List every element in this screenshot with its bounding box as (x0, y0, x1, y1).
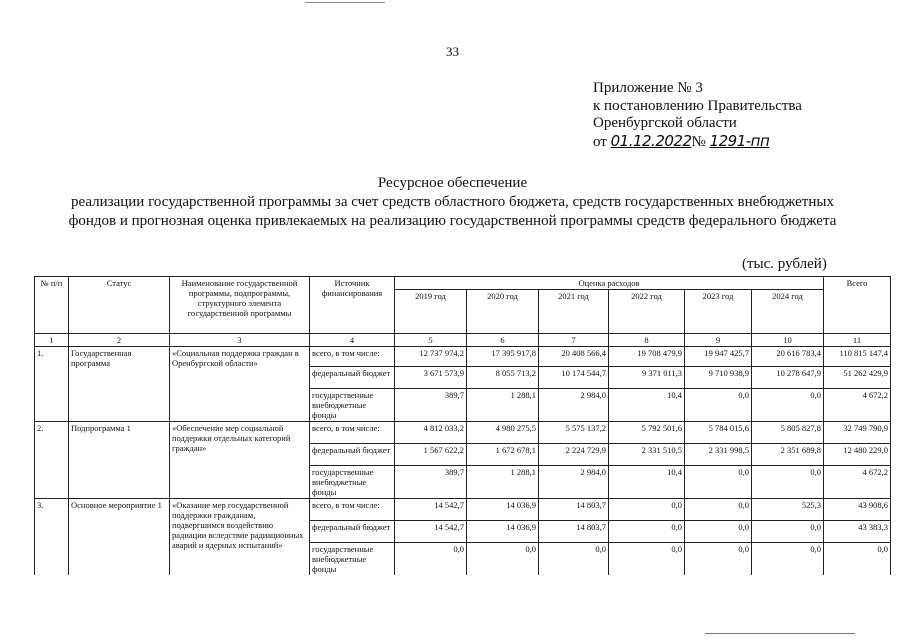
cell-value: 10 278 647,9 (752, 367, 824, 389)
row-source: всего, в том числе: (310, 347, 395, 367)
column-number: 1 (35, 334, 69, 347)
cell-value: 14 542,7 (395, 499, 467, 521)
row-name: «Социальная поддержка граждан в Оренбургской области» (170, 347, 310, 422)
header-year: 2019 год (395, 290, 467, 334)
row-source: федеральный бюджет (310, 367, 395, 389)
cell-value: 0,0 (752, 543, 824, 576)
cell-value: 43 383,3 (824, 521, 891, 543)
handwritten-number: 1291-пп (709, 131, 770, 150)
cell-value: 0,0 (685, 499, 752, 521)
header-year: 2022 год (609, 290, 685, 334)
cell-value: 2 351 689,8 (752, 444, 824, 466)
cell-value: 0,0 (824, 543, 891, 576)
cell-value: 20 616 783,4 (752, 347, 824, 367)
cell-value: 0,0 (539, 543, 609, 576)
column-number: 10 (752, 334, 824, 347)
cell-value: 9 371 011,3 (609, 367, 685, 389)
row-status: Государственная программа (69, 347, 170, 422)
cell-value: 14 036,9 (467, 521, 539, 543)
cell-value: 8 055 713,2 (467, 367, 539, 389)
header-year: 2021 год (539, 290, 609, 334)
cell-value: 0,0 (685, 389, 752, 422)
cell-value: 0,0 (752, 389, 824, 422)
header-year: 2020 год (467, 290, 539, 334)
cell-value: 2 331 510,5 (609, 444, 685, 466)
cell-value: 17 395 917,8 (467, 347, 539, 367)
table-row (35, 422, 891, 444)
number-prefix: № (691, 133, 706, 150)
resource-table (34, 276, 891, 575)
column-number: 7 (539, 334, 609, 347)
row-source: государственные внебюджетные фонды (310, 543, 395, 576)
cell-value: 5 792 501,6 (609, 422, 685, 444)
table-group (35, 499, 891, 576)
cell-value: 0,0 (609, 499, 685, 521)
cell-value: 14 803,7 (539, 499, 609, 521)
cell-value: 0,0 (685, 466, 752, 499)
cell-value: 0,0 (685, 543, 752, 576)
cell-value: 32 749 790,9 (824, 422, 891, 444)
cell-value: 1 288,1 (467, 466, 539, 499)
row-name: «Оказание мер государственной поддержки гражданам, подвергшимся воздействию радиации вследствие радиационных аварий и ядерных испытаний» (170, 499, 310, 576)
cell-value: 51 262 429,9 (824, 367, 891, 389)
cell-value: 389,7 (395, 466, 467, 499)
cell-value: 12 737 974,2 (395, 347, 467, 367)
cell-value: 1 672 678,1 (467, 444, 539, 466)
row-num: 1. (35, 347, 69, 422)
column-number: 4 (310, 334, 395, 347)
row-source: всего, в том числе: (310, 499, 395, 521)
handwritten-date: 01.12.2022 (610, 131, 692, 150)
column-number: 8 (609, 334, 685, 347)
header-estimate: Оценка расходов (395, 277, 824, 290)
cell-value: 9 710 938,9 (685, 367, 752, 389)
cell-value: 0,0 (752, 521, 824, 543)
header-year: 2023 год (685, 290, 752, 334)
row-source: всего, в том числе: (310, 422, 395, 444)
cell-value: 20 408 566,4 (539, 347, 609, 367)
appendix-resolution: к постановлению Правительства (593, 97, 802, 114)
header-status: Статус (69, 277, 170, 334)
row-name: «Обеспечение мер социальной поддержки отдельных категорий граждан» (170, 422, 310, 499)
header-total: Всего (824, 277, 891, 334)
cell-value: 0,0 (395, 543, 467, 576)
appendix-title: Приложение № 3 (593, 80, 703, 96)
cell-value: 5 575 137,2 (539, 422, 609, 444)
column-number: 3 (170, 334, 310, 347)
cell-value: 14 542,7 (395, 521, 467, 543)
cell-value: 10 174 544,7 (539, 367, 609, 389)
column-number: 11 (824, 334, 891, 347)
row-source: федеральный бюджет (310, 444, 395, 466)
cell-value: 1 288,1 (467, 389, 539, 422)
cell-value: 4 672,2 (824, 389, 891, 422)
scan-edge-line (305, 2, 385, 3)
title-line-2: реализации государственной программы за счет средств областного бюджета, средств государственных внебюджетных (71, 194, 834, 210)
cell-value: 1 567 622,2 (395, 444, 467, 466)
page-number: 33 (446, 44, 459, 59)
units-label: (тыс. рублей) (742, 256, 827, 272)
title-line-1: Ресурсное обеспечение (377, 175, 528, 191)
cell-value: 4 812 033,2 (395, 422, 467, 444)
cell-value: 19 708 479,9 (609, 347, 685, 367)
cell-value: 525,3 (752, 499, 824, 521)
cell-value: 2 224 729,9 (539, 444, 609, 466)
cell-value: 0,0 (685, 521, 752, 543)
cell-value: 0,0 (752, 466, 824, 499)
cell-value: 43 908,6 (824, 499, 891, 521)
row-source: государственные внебюджетные фонды (310, 389, 395, 422)
header-num: № п/п (35, 277, 69, 334)
column-number: 2 (69, 334, 170, 347)
cell-value: 4 980 275,5 (467, 422, 539, 444)
row-num: 3. (35, 499, 69, 576)
cell-value: 4 672,2 (824, 466, 891, 499)
column-number: 9 (685, 334, 752, 347)
cell-value: 5 805 827,8 (752, 422, 824, 444)
cell-value: 3 671 573,9 (395, 367, 467, 389)
table-row (35, 499, 891, 521)
cell-value: 389,7 (395, 389, 467, 422)
row-source: государственные внебюджетные фонды (310, 466, 395, 499)
cell-value: 12 480 229,0 (824, 444, 891, 466)
appendix-date-line (593, 133, 802, 152)
row-num: 2. (35, 422, 69, 499)
date-prefix: от (593, 133, 607, 150)
table-row (35, 347, 891, 367)
row-source: федеральный бюджет (310, 521, 395, 543)
appendix-block (593, 80, 802, 151)
title-line-3: фондов и прогнозная оценка привлекаемых на реализацию государственной программы средств федерального бюджета (68, 213, 837, 229)
cell-value: 2 331 998,5 (685, 444, 752, 466)
table-group (35, 347, 891, 422)
header-source: Источник финансирования (310, 277, 395, 334)
row-status: Основное мероприятие 1 (69, 499, 170, 576)
cell-value: 5 784 015,6 (685, 422, 752, 444)
scan-edge-line (705, 633, 855, 634)
cell-value: 110 815 147,4 (824, 347, 891, 367)
header-year: 2024 год (752, 290, 824, 334)
column-number: 5 (395, 334, 467, 347)
column-number: 6 (467, 334, 539, 347)
row-status: Подпрограмма 1 (69, 422, 170, 499)
cell-value: 2 984,0 (539, 466, 609, 499)
cell-value: 19 947 425,7 (685, 347, 752, 367)
cell-value: 10,4 (609, 389, 685, 422)
document-title (0, 174, 905, 231)
cell-value: 10,4 (609, 466, 685, 499)
table-header (35, 277, 891, 347)
cell-value: 0,0 (467, 543, 539, 576)
cell-value: 14 803,7 (539, 521, 609, 543)
cell-value: 14 036,9 (467, 499, 539, 521)
cell-value: 0,0 (609, 521, 685, 543)
cell-value: 2 984,0 (539, 389, 609, 422)
header-name: Наименование государственной программы, подпрограммы, структурного элемента государственной программы (170, 277, 310, 334)
table-group (35, 422, 891, 499)
cell-value: 0,0 (609, 543, 685, 576)
appendix-region: Оренбургской области (593, 115, 737, 131)
